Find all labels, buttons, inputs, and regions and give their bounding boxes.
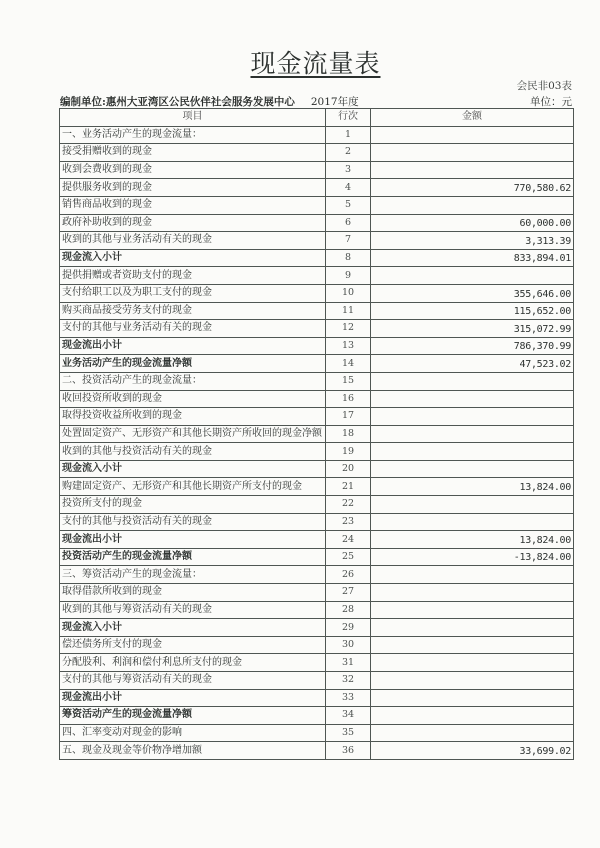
row-item: 购买商品接受劳务支付的现金 [60, 302, 326, 320]
row-line-no: 10 [326, 284, 371, 302]
row-amount: 115,652.00 [371, 302, 574, 320]
row-item: 处置固定资产、无形资产和其他长期资产所收回的现金净额 [60, 425, 326, 443]
row-line-no: 8 [326, 249, 371, 267]
row-line-no: 1 [326, 126, 371, 144]
table-row [60, 161, 574, 179]
table-row [60, 496, 574, 514]
row-item: 投资活动产生的现金流量净额 [60, 548, 326, 566]
row-amount: -13,824.00 [371, 548, 574, 566]
table-row [60, 214, 574, 232]
table-row [60, 636, 574, 654]
row-line-no: 26 [326, 566, 371, 584]
row-item: 提供服务收到的现金 [60, 179, 326, 197]
row-line-no: 6 [326, 214, 371, 232]
row-amount [371, 425, 574, 443]
row-item: 投资所支付的现金 [60, 496, 326, 514]
cash-flow-table [59, 108, 574, 760]
row-amount [371, 496, 574, 514]
table-row [60, 302, 574, 320]
row-amount [371, 601, 574, 619]
table-row [60, 443, 574, 461]
row-amount [371, 672, 574, 690]
row-line-no: 17 [326, 408, 371, 426]
title-text: 现金流量表 [250, 49, 381, 78]
row-amount: 3,313.39 [371, 232, 574, 250]
row-item: 取得借款所收到的现金 [60, 584, 326, 602]
row-amount [371, 584, 574, 602]
table-row [60, 126, 574, 144]
row-amount [371, 513, 574, 531]
row-line-no: 24 [326, 531, 371, 549]
row-item: 提供捐赠或者资助支付的现金 [60, 267, 326, 285]
table-row [60, 284, 574, 302]
table-row [60, 566, 574, 584]
table-row [60, 337, 574, 355]
row-line-no: 11 [326, 302, 371, 320]
row-item: 现金流入小计 [60, 619, 326, 637]
row-item: 收到的其他与投资活动有关的现金 [60, 443, 326, 461]
table-row [60, 742, 574, 760]
row-item: 收到的其他与筹资活动有关的现金 [60, 601, 326, 619]
table-row [60, 531, 574, 549]
row-item: 政府补助收到的现金 [60, 214, 326, 232]
row-amount [371, 689, 574, 707]
document-title [0, 44, 600, 80]
row-item: 收到的其他与业务活动有关的现金 [60, 232, 326, 250]
form-number: 会民非03表 [516, 80, 572, 92]
table-row [60, 601, 574, 619]
table-row [60, 548, 574, 566]
row-line-no: 36 [326, 742, 371, 760]
row-amount: 770,580.62 [371, 179, 574, 197]
table-row [60, 249, 574, 267]
table-row [60, 724, 574, 742]
row-line-no: 18 [326, 425, 371, 443]
table-row [60, 355, 574, 373]
row-line-no: 2 [326, 144, 371, 162]
row-item: 支付给职工以及为职工支付的现金 [60, 284, 326, 302]
row-amount: 47,523.02 [371, 355, 574, 373]
currency-unit: 单位：元 [530, 96, 572, 108]
table-row [60, 408, 574, 426]
table-row [60, 144, 574, 162]
row-line-no: 7 [326, 232, 371, 250]
row-item: 五、现金及现金等价物净增加额 [60, 742, 326, 760]
table-row [60, 460, 574, 478]
row-amount: 60,000.00 [371, 214, 574, 232]
row-item: 现金流出小计 [60, 689, 326, 707]
row-line-no: 35 [326, 724, 371, 742]
row-line-no: 19 [326, 443, 371, 461]
row-item: 支付的其他与投资活动有关的现金 [60, 513, 326, 531]
table-row [60, 672, 574, 690]
row-item: 业务活动产生的现金流量净额 [60, 355, 326, 373]
row-amount [371, 443, 574, 461]
table-header-row [60, 109, 574, 127]
row-item: 分配股利、利润和偿付利息所支付的现金 [60, 654, 326, 672]
table-row [60, 584, 574, 602]
row-line-no: 4 [326, 179, 371, 197]
table-row [60, 390, 574, 408]
table-row [60, 232, 574, 250]
row-amount [371, 126, 574, 144]
row-amount [371, 372, 574, 390]
row-item: 现金流入小计 [60, 460, 326, 478]
row-item: 一、业务活动产生的现金流量： [60, 126, 326, 144]
row-line-no: 28 [326, 601, 371, 619]
row-line-no: 33 [326, 689, 371, 707]
row-item: 三、筹资活动产生的现金流量： [60, 566, 326, 584]
row-amount [371, 707, 574, 725]
header-line-no: 行次 [326, 109, 371, 127]
row-amount: 833,894.01 [371, 249, 574, 267]
table-row [60, 267, 574, 285]
header-amount: 金额 [371, 109, 574, 127]
row-line-no: 13 [326, 337, 371, 355]
row-line-no: 22 [326, 496, 371, 514]
table-row [60, 619, 574, 637]
row-line-no: 21 [326, 478, 371, 496]
table-row [60, 478, 574, 496]
row-amount [371, 408, 574, 426]
row-line-no: 34 [326, 707, 371, 725]
row-amount: 13,824.00 [371, 478, 574, 496]
row-item: 购建固定资产、无形资产和其他长期资产所支付的现金 [60, 478, 326, 496]
org-label: 编制单位:惠州大亚湾区公民伙伴社会服务发展中心 [60, 96, 295, 108]
row-amount [371, 724, 574, 742]
row-item: 四、汇率变动对现金的影响 [60, 724, 326, 742]
table-row [60, 707, 574, 725]
row-item: 销售商品收到的现金 [60, 196, 326, 214]
table-row [60, 513, 574, 531]
row-line-no: 29 [326, 619, 371, 637]
row-item: 取得投资收益所收到的现金 [60, 408, 326, 426]
row-line-no: 14 [326, 355, 371, 373]
row-item: 收到会费收到的现金 [60, 161, 326, 179]
row-line-no: 25 [326, 548, 371, 566]
row-item: 筹资活动产生的现金流量净额 [60, 707, 326, 725]
row-amount: 355,646.00 [371, 284, 574, 302]
row-item: 二、投资活动产生的现金流量： [60, 372, 326, 390]
table-row [60, 196, 574, 214]
report-period: 2017年度 [310, 96, 359, 108]
row-amount: 315,072.99 [371, 320, 574, 338]
row-line-no: 23 [326, 513, 371, 531]
row-line-no: 32 [326, 672, 371, 690]
header-item: 项目 [60, 109, 326, 127]
row-amount [371, 619, 574, 637]
row-item: 现金流入小计 [60, 249, 326, 267]
row-line-no: 12 [326, 320, 371, 338]
row-amount [371, 161, 574, 179]
row-amount [371, 636, 574, 654]
table-row [60, 654, 574, 672]
row-item: 收回投资所收到的现金 [60, 390, 326, 408]
row-amount [371, 460, 574, 478]
row-amount [371, 196, 574, 214]
row-line-no: 30 [326, 636, 371, 654]
row-line-no: 20 [326, 460, 371, 478]
row-amount: 33,699.02 [371, 742, 574, 760]
row-amount [371, 566, 574, 584]
row-line-no: 5 [326, 196, 371, 214]
row-amount [371, 390, 574, 408]
row-amount [371, 267, 574, 285]
row-line-no: 3 [326, 161, 371, 179]
row-amount: 13,824.00 [371, 531, 574, 549]
table-row [60, 320, 574, 338]
reporting-entity [60, 94, 359, 109]
row-line-no: 16 [326, 390, 371, 408]
row-item: 支付的其他与筹资活动有关的现金 [60, 672, 326, 690]
table-row [60, 425, 574, 443]
row-item: 现金流出小计 [60, 531, 326, 549]
row-item: 支付的其他与业务活动有关的现金 [60, 320, 326, 338]
row-line-no: 31 [326, 654, 371, 672]
row-line-no: 9 [326, 267, 371, 285]
row-item: 接受捐赠收到的现金 [60, 144, 326, 162]
row-item: 现金流出小计 [60, 337, 326, 355]
row-amount [371, 144, 574, 162]
table-row [60, 372, 574, 390]
table-row [60, 179, 574, 197]
row-line-no: 27 [326, 584, 371, 602]
row-line-no: 15 [326, 372, 371, 390]
table-row [60, 689, 574, 707]
row-item: 偿还债务所支付的现金 [60, 636, 326, 654]
row-amount: 786,370.99 [371, 337, 574, 355]
row-amount [371, 654, 574, 672]
